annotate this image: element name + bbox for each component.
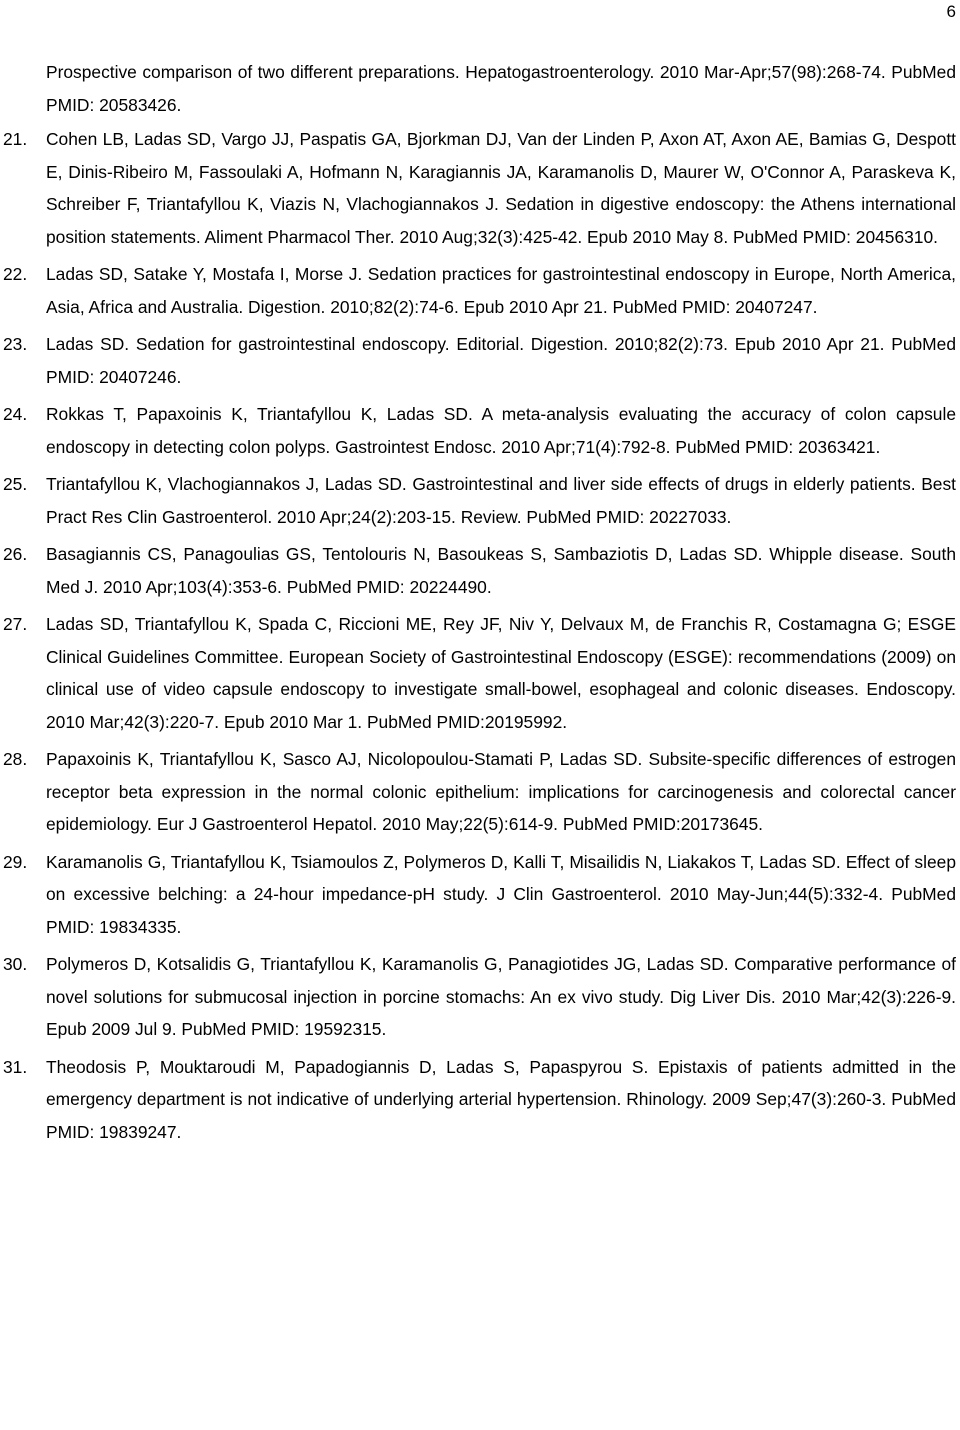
- reference-text: Triantafyllou K, Vlachogiannakos J, Ladas SD. Gastrointestinal and liver side effects of drugs in elderly patients. Best Pract Res Clin Gastroenterol. 2010 Apr;24(2):203-15. Review. PubMed PMID: 20227033.: [46, 474, 956, 527]
- reference-item: [0, 846, 960, 944]
- reference-item: [0, 948, 960, 1046]
- reference-number: 30.: [3, 954, 28, 974]
- reference-number: 21.: [3, 129, 28, 149]
- reference-text: Theodosis P, Mouktaroudi M, Papadogiannis D, Ladas S, Papaspyrou S. Epistaxis of patients admitted in the emergency department is not indicative of underlying arterial hypertension. Rhinology. 2009 Sep;47(3):260-3. PubMed PMID: 19839247.: [46, 1056, 956, 1142]
- page-number: 6: [946, 2, 956, 21]
- reference-text: Polymeros D, Kotsalidis G, Triantafyllou K, Karamanolis G, Panagiotides JG, Ladas SD. Comparative performance of novel solutions for submucosal injection in porcine stomachs: An ex vivo study. Dig Liver Dis. 2010 Mar;42(3):226-9. Epub 2009 Jul 9. PubMed PMID: 19592315.: [46, 954, 956, 1039]
- reference-number: 26.: [3, 544, 28, 564]
- reference-item: [0, 1051, 960, 1149]
- reference-item: [0, 328, 960, 393]
- reference-item: [0, 123, 960, 253]
- reference-item: [0, 56, 960, 121]
- reference-number: 22.: [3, 264, 28, 284]
- reference-text: Karamanolis G, Triantafyllou K, Tsiamoulos Z, Polymeros D, Kalli T, Misailidis N, Liakakos T, Ladas SD. Effect of sleep on excessive belching: a 24-hour impedance-pH study. J Clin Gastroenterol. 2010 May-Jun;44(5):332-4. PubMed PMID: 19834335.: [46, 851, 956, 937]
- reference-item: [0, 468, 960, 533]
- reference-text: Ladas SD, Triantafyllou K, Spada C, Riccioni ME, Rey JF, Niv Y, Delvaux M, de Franchis R, Costamagna G; ESGE Clinical Guidelines Committee. European Society of Gastrointestinal Endoscopy (ESGE): recommendations (2009) on clinical use of video capsule endoscopy to investigate small-bowel, esophageal and colonic diseases. Endoscopy. 2010 Mar;42(3):220-7. Epub 2010 Mar 1. PubMed PMID:20195992.: [46, 614, 956, 732]
- reference-number: 25.: [3, 474, 28, 494]
- reference-number: 28.: [3, 749, 28, 769]
- reference-list: [0, 56, 960, 1153]
- reference-number: 23.: [3, 334, 28, 354]
- reference-text: Basagiannis CS, Panagoulias GS, Tentolouris N, Basoukeas S, Sambaziotis D, Ladas SD. Whipple disease. South Med J. 2010 Apr;103(4):353-6. PubMed PMID: 20224490.: [46, 544, 956, 597]
- reference-text: Prospective comparison of two different preparations. Hepatogastroenterology. 2010 Mar-Apr;57(98):268-74. PubMed PMID: 20583426.: [46, 62, 956, 115]
- reference-text: Papaxoinis K, Triantafyllou K, Sasco AJ, Nicolopoulou-Stamati P, Ladas SD. Subsite-specific differences of estrogen receptor beta expression in the normal colonic epithelium: implications for carcinogenesis and colorectal cancer epidemiology. Eur J Gastroenterol Hepatol. 2010 May;22(5):614-9. PubMed PMID:20173645.: [46, 749, 956, 834]
- reference-text: Cohen LB, Ladas SD, Vargo JJ, Paspatis GA, Bjorkman DJ, Van der Linden P, Axon AT, Axon AE, Bamias G, Despott E, Dinis-Ribeiro M, Fassoulaki A, Hofmann N, Karagiannis JA, Karamanolis D, Maurer W, O'Connor A, Paraskeva K, Schreiber F, Triantafyllou K, Viazis N, Vlachogiannakos J. Sedation in digestive endoscopy: the Athens international position statements. Aliment Pharmacol Ther. 2010 Aug;32(3):425-42. Epub 2010 May 8. PubMed PMID: 20456310.: [46, 129, 956, 247]
- reference-item: [0, 398, 960, 463]
- reference-item: [0, 608, 960, 738]
- reference-text: Ladas SD, Satake Y, Mostafa I, Morse J. Sedation practices for gastrointestinal endoscopy in Europe, North America, Asia, Africa and Australia. Digestion. 2010;82(2):74-6. Epub 2010 Apr 21. PubMed PMID: 20407247.: [46, 264, 956, 317]
- reference-number: 31.: [3, 1056, 28, 1077]
- reference-number: 29.: [3, 851, 28, 872]
- reference-item: [0, 743, 960, 841]
- reference-number: 24.: [3, 404, 28, 424]
- reference-number: 27.: [3, 614, 28, 634]
- reference-item: [0, 258, 960, 323]
- reference-text: Ladas SD. Sedation for gastrointestinal endoscopy. Editorial. Digestion. 2010;82(2):73. Epub 2010 Apr 21. PubMed PMID: 20407246.: [46, 334, 956, 387]
- reference-item: [0, 538, 960, 603]
- reference-text: Rokkas T, Papaxoinis K, Triantafyllou K, Ladas SD. A meta-analysis evaluating the accuracy of colon capsule endoscopy in detecting colon polyps. Gastrointest Endosc. 2010 Apr;71(4):792-8. PubMed PMID: 20363421.: [46, 404, 956, 457]
